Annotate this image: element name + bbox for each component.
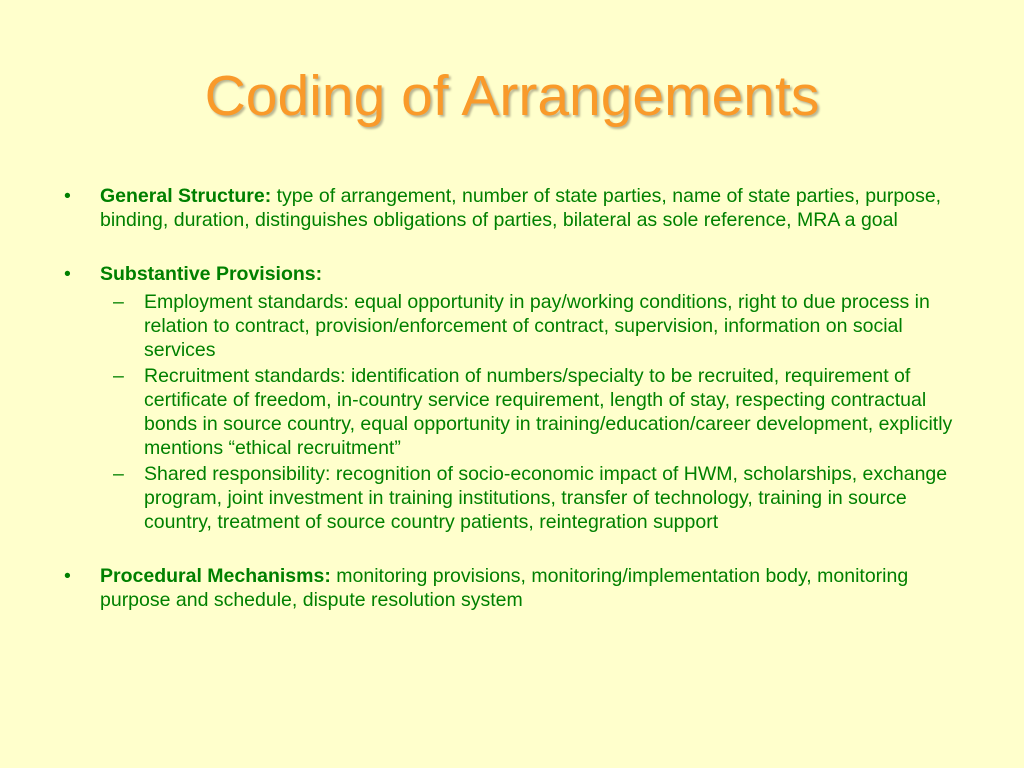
slide-title: Coding of Arrangements <box>204 64 820 128</box>
sub-marker: – <box>113 365 124 387</box>
bullet-label: Substantive Provisions: <box>100 263 323 285</box>
bullet-label: Procedural Mechanisms: <box>100 565 331 587</box>
bullet-marker: • <box>64 565 71 587</box>
sub-item-employment-standards <box>100 290 964 362</box>
sub-item-text: Recruitment standards: identification of numbers/specialty to be recruited, requirement of certificate of freedom, in-country service requirement, length of stay, respecting contractual bonds in source country, equal opportunity in training/education/career development, explicitly mentions “ethical recruitment” <box>144 365 953 459</box>
bullet-procedural-mechanisms <box>64 564 964 612</box>
bullet-label: General Structure: <box>100 185 272 207</box>
sub-item-text: Employment standards: equal opportunity in pay/working conditions, right to due process in relation to contract, provision/enforcement of contract, supervision, information on social services <box>144 291 930 361</box>
bullet-marker: • <box>64 263 71 285</box>
sub-marker: – <box>113 291 124 313</box>
bullet-substantive-provisions <box>64 262 964 534</box>
sub-list <box>100 290 964 534</box>
bullet-marker: • <box>64 185 71 207</box>
bullet-general-structure <box>64 184 964 232</box>
sub-item-recruitment-standards <box>100 364 964 460</box>
sub-item-shared-responsibility <box>100 462 964 534</box>
slide-content <box>64 184 964 612</box>
bullet-text: type of arrangement, number of state parties, name of state parties, purpose, binding, duration, distinguishes obligations of parties, bilateral as sole reference, MRA a goal <box>100 185 942 231</box>
sub-item-text: Shared responsibility: recognition of socio-economic impact of HWM, scholarships, exchange program, joint investment in training institutions, transfer of technology, training in source country, treatment of source country patients, reintegration support <box>144 463 948 533</box>
sub-marker: – <box>113 463 124 485</box>
bullet-text: monitoring provisions, monitoring/implementation body, monitoring purpose and schedule, dispute resolution system <box>100 565 909 611</box>
